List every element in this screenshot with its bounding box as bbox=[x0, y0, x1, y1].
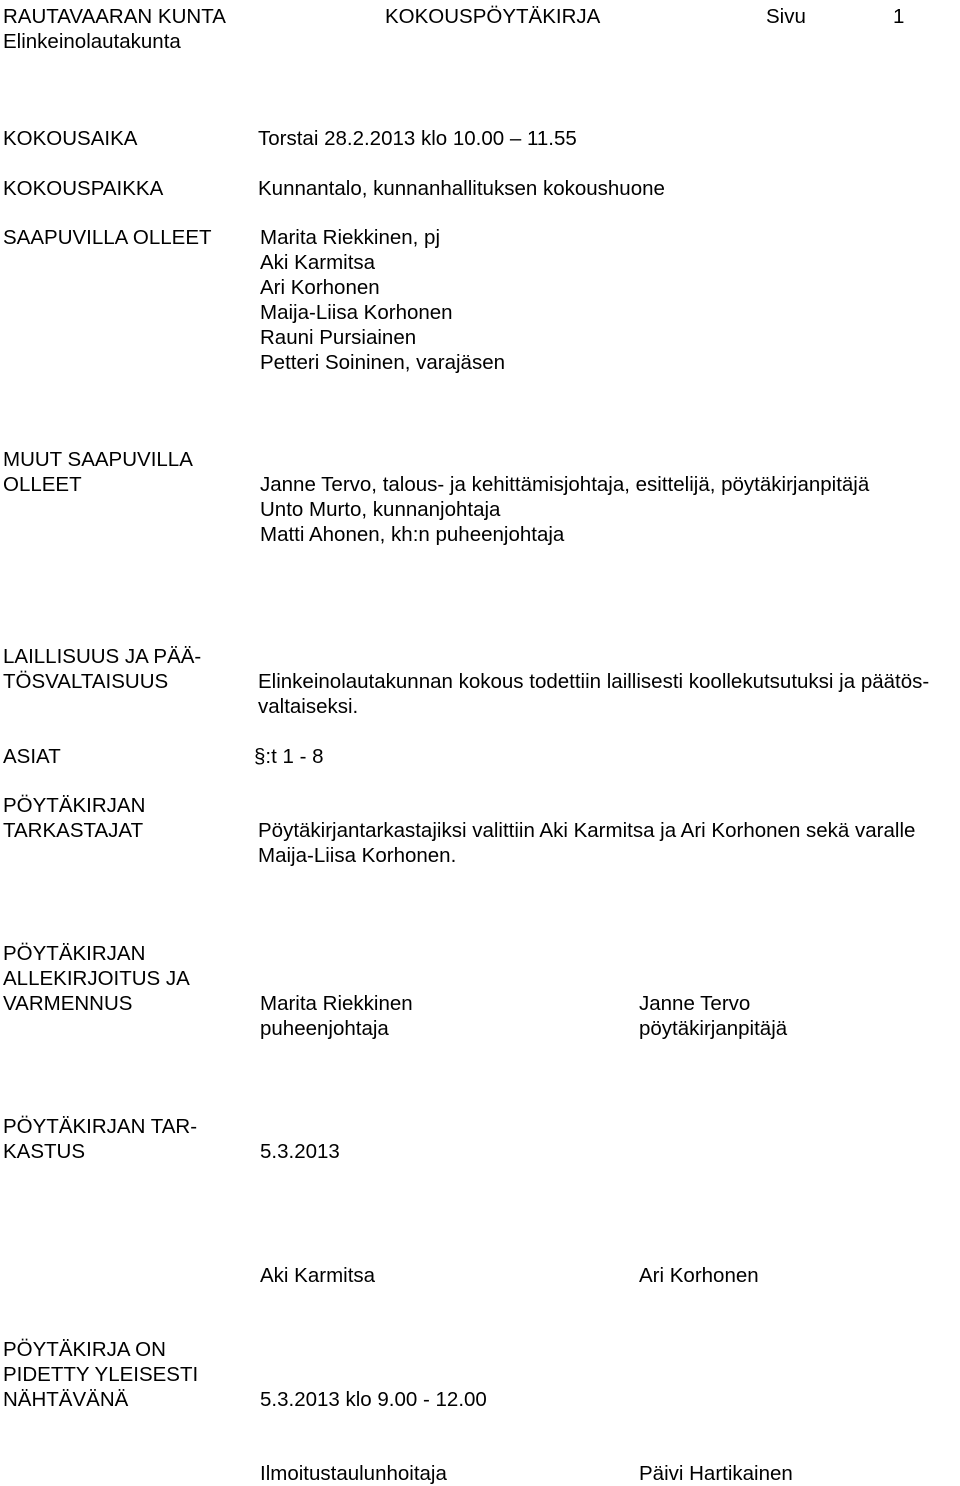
signer-secretary bbox=[639, 991, 787, 1041]
other-present-member: Unto Murto, kunnanjohtaja bbox=[260, 498, 501, 521]
municipality-name: RAUTAVAARAN KUNTA bbox=[3, 5, 226, 28]
public-display-value: 5.3.2013 klo 9.00 - 12.00 bbox=[260, 1388, 487, 1411]
inspectors-text-line: Pöytäkirjantarkastajiksi valittiin Aki Karmitsa ja Ari Korhonen sekä varalle bbox=[258, 819, 916, 842]
others-present-list bbox=[260, 472, 869, 547]
public-display-label-line: PÖYTÄKIRJA ON bbox=[3, 1338, 166, 1361]
signature-label-line: ALLEKIRJOITUS JA bbox=[3, 967, 190, 990]
signature-label bbox=[3, 941, 190, 1016]
inspectors-label-line: TARKASTAJAT bbox=[3, 819, 144, 842]
inspection-date: 5.3.2013 bbox=[260, 1140, 340, 1163]
inspector-name: Aki Karmitsa bbox=[260, 1264, 376, 1287]
others-present-label bbox=[3, 447, 193, 497]
present-member: Ari Korhonen bbox=[260, 276, 380, 299]
present-member: Aki Karmitsa bbox=[260, 251, 376, 274]
meeting-time-value: Torstai 28.2.2013 klo 10.00 – 11.55 bbox=[258, 127, 577, 150]
legality-label bbox=[3, 644, 201, 694]
other-present-member: Janne Tervo, talous- ja kehittämisjohtaja, esittelijä, pöytäkirjanpitäjä bbox=[260, 473, 870, 496]
signer-role: puheenjohtaja bbox=[260, 1017, 389, 1040]
page-label: Sivu bbox=[766, 5, 806, 28]
page-number: 1 bbox=[893, 5, 905, 28]
notice-board-role: Ilmoitustaulunhoitaja bbox=[260, 1462, 447, 1485]
notice-board-person: Päivi Hartikainen bbox=[639, 1462, 793, 1485]
signature-label-line: PÖYTÄKIRJAN bbox=[3, 942, 146, 965]
meeting-time-label: KOKOUSAIKA bbox=[3, 127, 138, 150]
present-members-list bbox=[260, 225, 505, 375]
signer-name: Marita Riekkinen bbox=[260, 992, 413, 1015]
inspection-label-line: PÖYTÄKIRJAN TAR- bbox=[3, 1115, 198, 1138]
public-display-label-line: PIDETTY YLEISESTI bbox=[3, 1363, 199, 1386]
present-label: SAAPUVILLA OLLEET bbox=[3, 226, 212, 249]
inspector-name: Ari Korhonen bbox=[639, 1264, 759, 1287]
present-member: Marita Riekkinen, pj bbox=[260, 226, 441, 249]
inspectors-label bbox=[3, 793, 145, 843]
present-member: Rauni Pursiainen bbox=[260, 326, 417, 349]
meeting-place-label: KOKOUSPAIKKA bbox=[3, 177, 164, 200]
signer-chair bbox=[260, 991, 413, 1041]
present-member: Petteri Soininen, varajäsen bbox=[260, 351, 506, 374]
legality-text-line: valtaiseksi. bbox=[258, 695, 359, 718]
document-type: KOKOUSPÖYTÄKIRJA bbox=[385, 5, 601, 28]
inspectors-text-line: Maija-Liisa Korhonen. bbox=[258, 844, 457, 867]
others-present-label-line: MUUT SAAPUVILLA bbox=[3, 448, 193, 471]
present-member: Maija-Liisa Korhonen bbox=[260, 301, 453, 324]
signer-role: pöytäkirjanpitäjä bbox=[639, 1017, 788, 1040]
inspectors-label-line: PÖYTÄKIRJAN bbox=[3, 794, 146, 817]
meeting-place-value: Kunnantalo, kunnanhallituksen kokoushuone bbox=[258, 177, 665, 200]
legality-label-line: LAILLISUUS JA PÄÄ- bbox=[3, 645, 202, 668]
legality-text bbox=[258, 669, 929, 719]
matters-value: §:t 1 - 8 bbox=[254, 745, 324, 768]
matters-label: ASIAT bbox=[3, 745, 61, 768]
legality-text-line: Elinkeinolautakunnan kokous todettiin laillisesti koollekutsutuksi ja päätös- bbox=[258, 670, 930, 693]
signer-name: Janne Tervo bbox=[639, 992, 751, 1015]
public-display-label-line: NÄHTÄVÄNÄ bbox=[3, 1388, 129, 1411]
inspection-label-line: KASTUS bbox=[3, 1140, 86, 1163]
inspection-label bbox=[3, 1114, 197, 1164]
other-present-member: Matti Ahonen, kh:n puheenjohtaja bbox=[260, 523, 565, 546]
inspectors-text bbox=[258, 818, 915, 868]
signature-label-line: VARMENNUS bbox=[3, 992, 133, 1015]
others-present-label-line: OLLEET bbox=[3, 473, 82, 496]
committee-name: Elinkeinolautakunta bbox=[3, 30, 181, 53]
public-display-label bbox=[3, 1337, 198, 1412]
legality-label-line: TÖSVALTAISUUS bbox=[3, 670, 169, 693]
